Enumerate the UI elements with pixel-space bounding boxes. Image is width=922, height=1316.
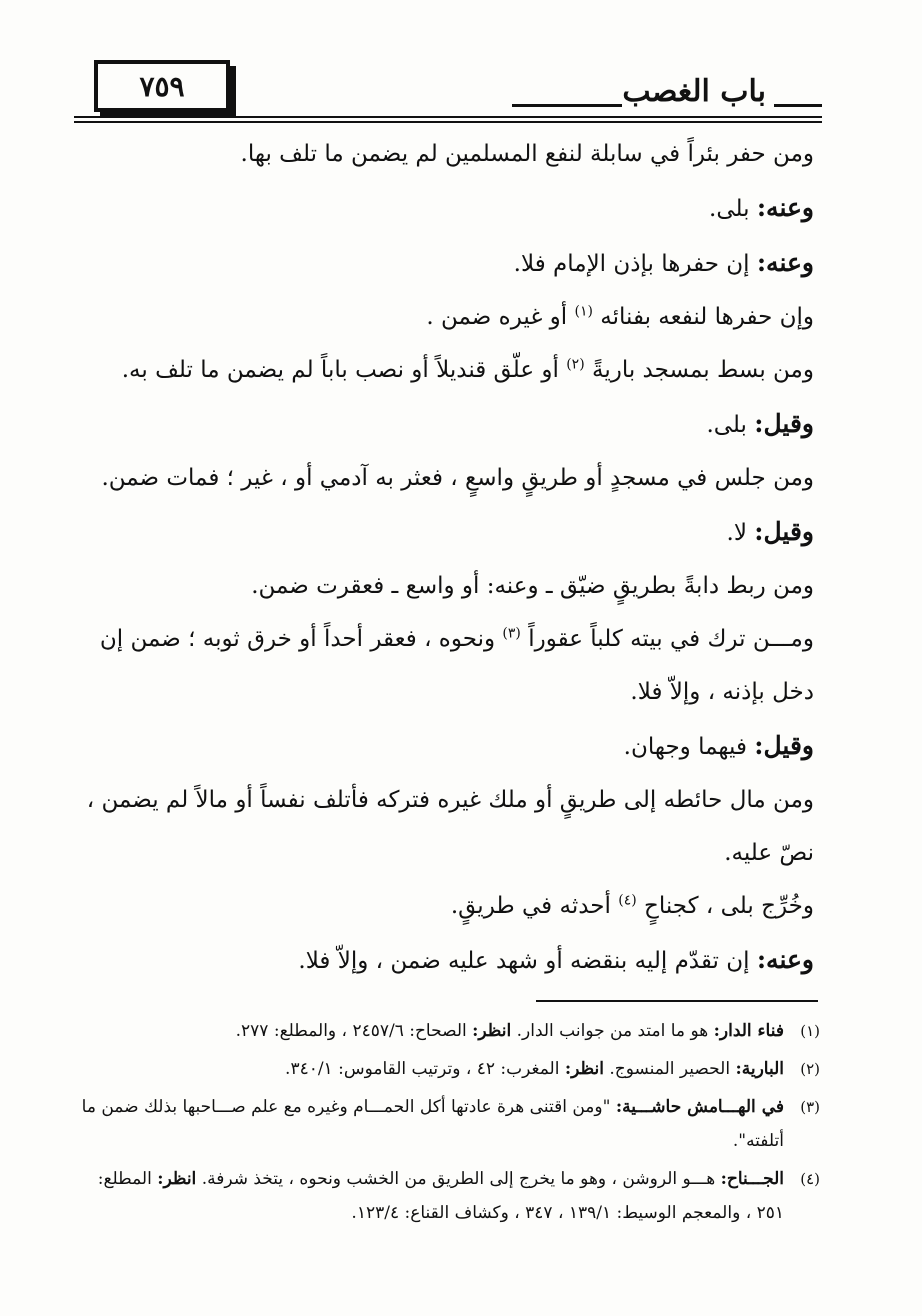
paragraph: وعنه: بلى. bbox=[709, 193, 814, 222]
footnotes bbox=[80, 1014, 820, 1234]
footnote bbox=[80, 1052, 820, 1086]
paragraph-lead: وقيل: bbox=[754, 517, 814, 546]
paragraph-lead: وعنه: bbox=[756, 248, 814, 277]
footnote-body: البارية: الحصير المنسوج. انظر: المغرب: ٤٢ ، وترتيب القاموس: ٣٤٠/١. bbox=[285, 1059, 784, 1079]
paragraph: وقيل: بلى. bbox=[706, 409, 814, 438]
footnote-body: فناء الدار: هو ما امتد من جوانب الدار. انظر: الصحاح: ٢٤٥٧/٦ ، والمطلع: ٢٧٧. bbox=[235, 1021, 784, 1041]
paragraph: وعنه: إن حفرها بإذن الإمام فلا. bbox=[513, 248, 814, 277]
paragraph: ومن مال حائطه إلى طريقٍ أو ملك غيره فتركه فأتلف نفساً أو مالاً لم يضمن ، نصّ عليه. bbox=[86, 787, 814, 866]
paragraph: وإن حفرها لنفعه بفنائه $^{(١)}$ أو غيره ضمن . bbox=[426, 303, 814, 330]
chapter-title: باب الغصب bbox=[622, 74, 766, 109]
footnote-body: الجـــناح: هـــو الروشن ، وهو ما يخرج إلى الطريق من الخشب ونحوه ، يتخذ شرفة. انظر: المطلع: ٢٥١ ، والمعجم الوسيط: ١٣٩/١ ، ٣٤٧ ، وكشاف القناع: ١٢٣/٤. bbox=[97, 1169, 784, 1223]
paragraph-lead: وعنه: bbox=[756, 945, 814, 974]
footnote-ref: (٢) bbox=[566, 356, 585, 373]
footnote-body: في الهـــامش حاشـــية: "ومن اقتنى هرة عادتها أكل الحمـــام وغيره مع علم صـــاحبها بذلك ضمن ما أتلفته". bbox=[81, 1097, 784, 1151]
paragraph: ومن بسط بمسجد باريةً $^{(٢)}$ أو علّق قنديلاً أو نصب باباً لم يضمن ما تلف به. bbox=[121, 356, 814, 383]
paragraph-lead: وعنه: bbox=[756, 193, 814, 222]
paragraph: وعنه: إن تقدّم إليه بنقضه أو شهد عليه ضمن ، وإلاّ فلا. bbox=[298, 945, 814, 974]
header-rule-bottom bbox=[74, 121, 822, 123]
footnote-separator bbox=[536, 1000, 818, 1002]
header-rule-top bbox=[74, 116, 822, 118]
paragraph: وخُرِّج بلى ، كجناحٍ $^{(٤)}$ أحدثه في طريقٍ. bbox=[450, 892, 814, 919]
paragraph: ومن حفر بئراً في سابلة لنفع المسلمين لم يضمن ما تلف بها. bbox=[240, 141, 814, 167]
paragraph-lead: وقيل: bbox=[754, 731, 814, 760]
title-dash-right bbox=[774, 104, 822, 107]
main-text bbox=[76, 128, 814, 988]
footnote-ref: (١) bbox=[574, 303, 593, 320]
paragraph: وقيل: لا. bbox=[726, 517, 814, 546]
page-number: ٧٥٩ bbox=[94, 60, 230, 112]
footnote bbox=[80, 1090, 820, 1158]
footnote-number: (٣) bbox=[800, 1098, 820, 1116]
footnote bbox=[80, 1162, 820, 1230]
footnote-ref: (٤) bbox=[618, 892, 637, 909]
paragraph: ومـــن ترك في بيته كلباً عقوراً $^{(٣)}$ ونحوه ، فعقر أحداً أو خرق ثوبه ؛ ضمن إن دخل بإذنه ، وإلاّ فلا. bbox=[99, 625, 814, 705]
footnote-number: (٤) bbox=[800, 1170, 820, 1188]
footnote bbox=[80, 1014, 820, 1048]
page-header bbox=[74, 52, 822, 126]
title-dash-left bbox=[512, 104, 622, 107]
paragraph: ومن ربط دابةً بطريقٍ ضيّق ـ وعنه: أو واسع ـ فعقرت ضمن. bbox=[251, 573, 814, 599]
footnote-number: (٢) bbox=[800, 1060, 820, 1078]
footnote-ref: (٣) bbox=[502, 625, 521, 642]
paragraph: ومن جلس في مسجدٍ أو طريقٍ واسعٍ ، فعثر به آدمي أو ، غير ؛ فمات ضمن. bbox=[101, 465, 814, 491]
paragraph: وقيل: فيهما وجهان. bbox=[623, 731, 814, 760]
paragraph-lead: وقيل: bbox=[754, 409, 814, 438]
footnote-number: (١) bbox=[800, 1022, 820, 1040]
